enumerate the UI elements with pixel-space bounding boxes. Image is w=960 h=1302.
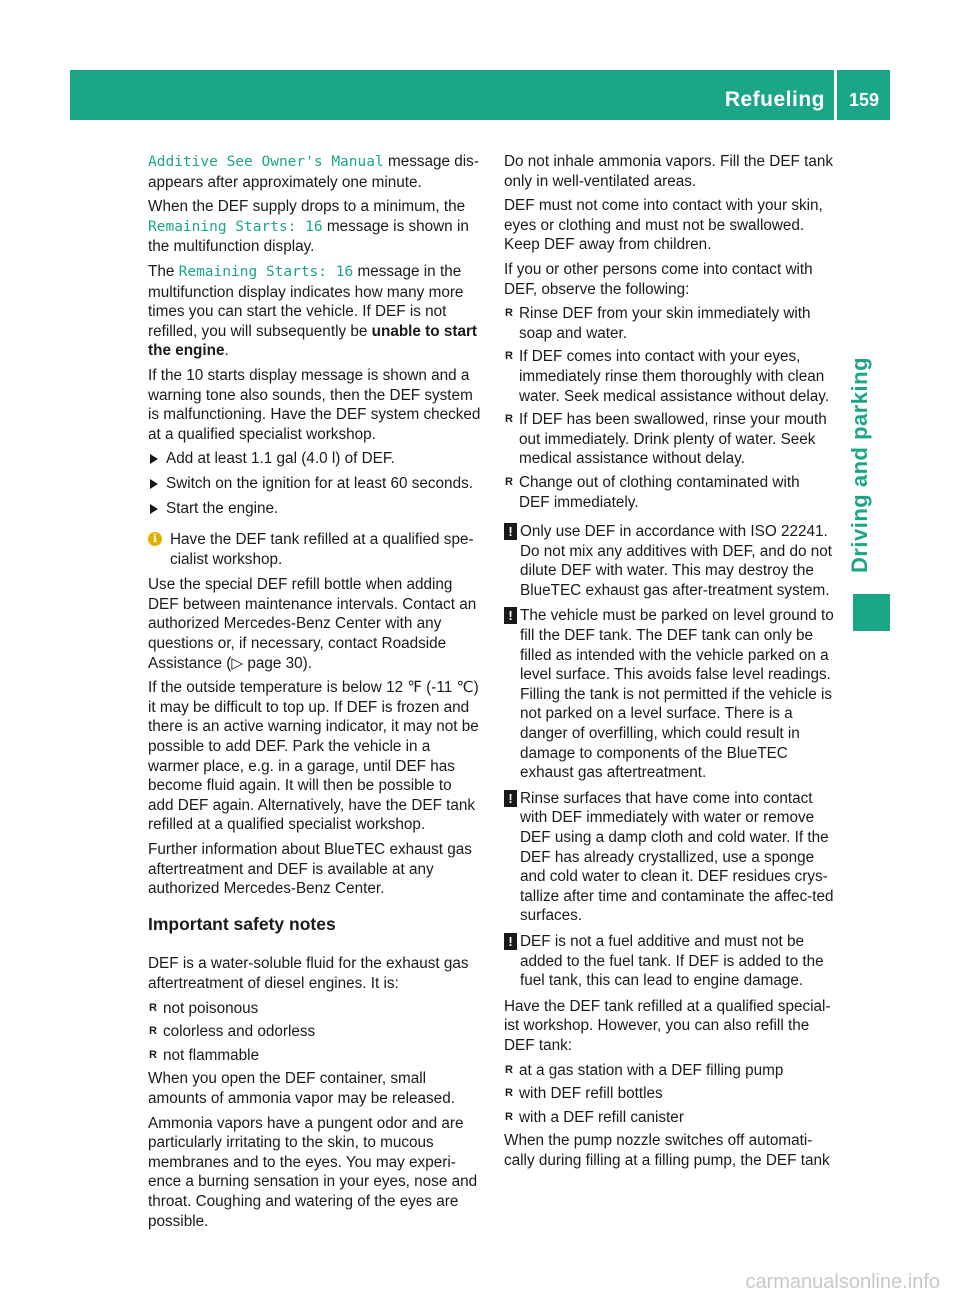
- note-text: Only use DEF in accordance with ISO 22241. Do not mix any additives with DEF, and do not dilute DEF with water. This may destroy the BlueTEC exhaust gas after-treatment system.: [520, 523, 833, 599]
- paragraph: When the pump nozzle switches off automati-cally during filling at a filling pump, the DEF tank: [504, 1132, 830, 1169]
- note-text: DEF is not a fuel additive and must not be added to the fuel tank. If DEF is added to the fuel tank, this can lead to engine damage.: [520, 932, 824, 990]
- warning-note: [504, 522, 834, 600]
- list-item: [148, 1022, 481, 1042]
- page-number: 159: [848, 90, 879, 110]
- paragraph: Have the DEF tank refilled at a qualified special-ist workshop. However, you can also refill the DEF tank:: [504, 997, 831, 1054]
- bullet-icon: R: [505, 350, 513, 363]
- watermark-text: carmanualsonline.info: [745, 1271, 940, 1293]
- warning-icon: !: [504, 607, 517, 624]
- paragraph: [148, 197, 481, 257]
- warning-note: [504, 789, 834, 926]
- paragraph: [148, 152, 481, 192]
- section-title: Refueling: [724, 88, 825, 111]
- warning-icon: !: [504, 790, 517, 807]
- display-message: Additive See Owner's Manual: [148, 154, 384, 170]
- list-item: [504, 347, 834, 406]
- action-arrow-icon: [150, 454, 158, 464]
- display-message: Remaining Starts: 16: [148, 218, 323, 235]
- bullet-icon: R: [149, 1001, 157, 1014]
- bullet-icon: R: [505, 307, 513, 320]
- text: message in the multifunction display indicates how many more times you can start the vehicle. If DEF is not refilled, you will subsequently be: [148, 262, 464, 340]
- list-item: [504, 1084, 834, 1104]
- chapter-side-label: Driving and parking: [847, 356, 872, 574]
- list-item: [148, 1046, 481, 1066]
- paragraph: Do not inhale ammonia vapors. Fill the DEF tank only in well-ventilated areas.: [504, 153, 834, 190]
- action-text: Add at least 1.1 gal (4.0 l) of DEF.: [166, 450, 395, 468]
- display-message: Remaining Starts: 16: [178, 263, 354, 280]
- list-item: [504, 1061, 834, 1081]
- right-column: [504, 152, 834, 1176]
- bullet-icon: R: [149, 1048, 157, 1061]
- note-text: Rinse surfaces that have come into contact with DEF immediately with water or remove DEF using a damp cloth and cold water. If the DEF has already crystallized, use a sponge and cold water to clean it. DEF residues crys-tallize after time and contaminate the affec-ted surfaces.: [520, 789, 834, 925]
- list-item: [504, 1108, 834, 1128]
- info-note: [148, 530, 481, 569]
- left-column: [148, 152, 481, 1236]
- text: message dis-appears after approximately one minute.: [148, 153, 479, 191]
- bullet-icon: R: [505, 1110, 513, 1123]
- page-reference-link[interactable]: ▷ page 30: [231, 654, 303, 672]
- bullet-icon: R: [505, 1087, 513, 1100]
- list-item: [148, 999, 481, 1019]
- paragraph: When you open the DEF container, small amounts of ammonia vapor may be released.: [148, 1070, 455, 1107]
- list-text: not poisonous: [163, 999, 259, 1017]
- paragraph: Further information about BlueTEC exhaust gas aftertreatment and DEF is available at any authorized Mercedes-Benz Center.: [148, 841, 472, 898]
- info-icon: i: [148, 532, 162, 546]
- text: ).: [302, 654, 312, 672]
- warning-icon: !: [504, 523, 517, 540]
- list-item: [504, 304, 834, 343]
- chapter-marker: [853, 594, 890, 631]
- text: .: [224, 342, 229, 360]
- warning-icon: !: [504, 933, 517, 950]
- paragraph: If the outside temperature is below 12 ℉ (‑11 ℃) it may be difficult to top up. If DEF is frozen and there is an active warning indicator, it may not be possible to add DEF. Park the vehicle in a warmer place, e.g. in a garage, until DEF has become fluid again. It will then be possible to add DEF again. Alternatively, have the DEF tank refilled at a qualified specialist workshop.: [148, 679, 479, 834]
- text: Use the special DEF refill bottle when adding DEF between maintenance intervals. Contact an authorized Mercedes-Benz Center with any questions or, if necessary, contact Roadside Assistance (: [148, 576, 477, 672]
- bullet-icon: R: [505, 1063, 513, 1076]
- list-text: If DEF has been swallowed, rinse your mouth out immediately. Drink plenty of water. Seek medical assistance without delay.: [519, 411, 827, 468]
- action-step: [148, 499, 481, 519]
- action-arrow-icon: [150, 504, 158, 514]
- action-step: [148, 449, 481, 469]
- paragraph: DEF must not come into contact with your skin, eyes or clothing and must not be swallowed. Keep DEF away from children.: [504, 197, 823, 254]
- action-arrow-icon: [150, 479, 158, 489]
- emphasis: unable to start the engine: [148, 322, 478, 360]
- list-text: colorless and odorless: [163, 1023, 316, 1041]
- warning-note: [504, 606, 834, 782]
- list-item: [504, 410, 834, 469]
- section-heading: Important safety notes: [148, 913, 336, 934]
- warning-note: [504, 932, 834, 991]
- text: The: [148, 262, 179, 280]
- bullet-icon: R: [149, 1025, 157, 1038]
- action-text: Switch on the ignition for at least 60 seconds.: [166, 474, 473, 492]
- list-text: If DEF comes into contact with your eyes, immediately rinse them thoroughly with clean water. Seek medical assistance without delay.: [519, 348, 830, 405]
- list-item: [504, 473, 834, 512]
- paragraph: DEF is a water-soluble fluid for the exhaust gas aftertreatment of diesel engines. It is:: [148, 955, 469, 992]
- list-text: not flammable: [163, 1046, 260, 1064]
- note-text: Have the DEF tank refilled at a qualified spe-cialist workshop.: [170, 531, 474, 568]
- bullet-icon: R: [505, 413, 513, 426]
- list-text: at a gas station with a DEF filling pump: [519, 1061, 784, 1079]
- list-text: Change out of clothing contaminated with DEF immediately.: [519, 473, 800, 511]
- paragraph: [148, 575, 481, 673]
- paragraph: If you or other persons come into contact with DEF, observe the following:: [504, 260, 813, 298]
- paragraph: [148, 262, 481, 361]
- list-text: with DEF refill bottles: [519, 1085, 663, 1103]
- text: message is shown in the multifunction display.: [148, 217, 469, 256]
- paragraph: Ammonia vapors have a pungent odor and are particularly irritating to the skin, to mucous membranes and to the eyes. You may experi-ence a burning sensation in your eyes, nose and throat. Coughing and watering of the eyes are possible.: [148, 1114, 478, 1230]
- paragraph: If the 10 starts display message is shown and a warning tone also sounds, then the DEF system is malfunctioning. Have the DEF system checked at a qualified specialist workshop.: [148, 366, 481, 443]
- bullet-icon: R: [505, 475, 513, 488]
- list-text: Rinse DEF from your skin immediately with soap and water.: [519, 305, 811, 342]
- note-text: The vehicle must be parked on level ground to fill the DEF tank. The DEF tank can only be filled as intended with the vehicle parked on a level surface. This avoids false level readings. Filling the tank is not permitted if the vehicle is not parked on a level surface. There is a danger of overfilling, which could result in damage to components of the BlueTEC exhaust gas aftertreatment.: [520, 607, 834, 782]
- action-text: Start the engine.: [166, 499, 279, 517]
- header-bar: [70, 70, 890, 120]
- text: When the DEF supply drops to a minimum, the: [148, 198, 466, 216]
- header-divider: [834, 70, 837, 120]
- action-step: [148, 474, 481, 494]
- list-text: with a DEF refill canister: [519, 1108, 684, 1126]
